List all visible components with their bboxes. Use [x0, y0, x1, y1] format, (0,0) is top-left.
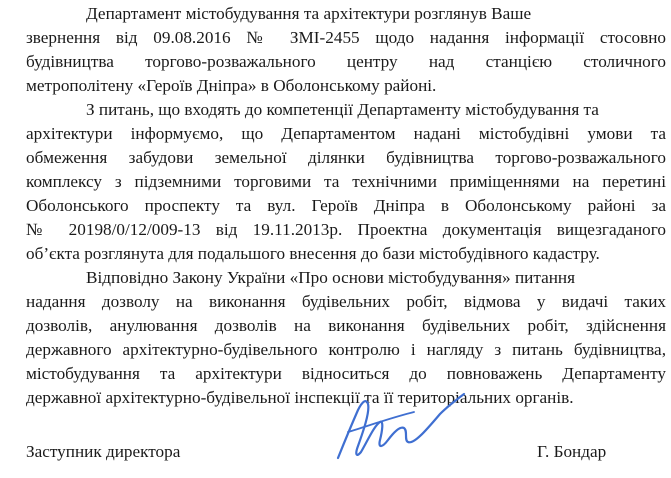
paragraph-2-line-7: об’єкта розглянута для подальшого внесення до бази містобудівного кадастру.	[26, 244, 600, 263]
paragraph-1-line-1: Департамент містобудування та архітектури розглянув Ваше	[86, 4, 532, 23]
handwritten-signature	[318, 388, 468, 468]
paragraph-2-line-4: комплексу з підземними торговими та технічними приміщеннями на перетині	[26, 172, 666, 191]
paragraph-3-line-2: надання дозволу на виконання будівельних робіт, відмова у видачі таких	[26, 292, 666, 311]
paragraph-3-line-4: державного архітектурно-будівельного контролю і нагляду з питань будівництва,	[26, 340, 666, 359]
paragraph-2-line-1: З питань, що входять до компетенції Департаменту містобудування та	[86, 100, 599, 119]
signatory-position: Заступник директора	[26, 442, 181, 461]
paragraph-1-line-2: звернення від 09.08.2016 № ЗМІ-2455 щодо надання інформації стосовно	[26, 28, 666, 47]
paragraph-3-line-1: Відповідно Закону України «Про основи містобудування» питання	[86, 268, 575, 287]
signatory-name: Г. Бондар	[537, 442, 607, 461]
paragraph-3-line-3: дозволів, анулювання дозволів на виконання будівельних робіт, здійснення	[26, 316, 666, 335]
paragraph-2-line-2: архітектури інформуємо, що Департаментом надані містобудівні умови та	[26, 124, 666, 143]
paragraph-2-line-6: № 20198/0/12/009-13 від 19.11.2013р. Проектна документація вищезгаданого	[26, 220, 666, 239]
paragraph-3-line-6: державної архітектурно-будівельної інспекції та її територіальних органів.	[26, 388, 574, 407]
paragraph-2-line-3: обмеження забудови земельної ділянки будівництва торгово-розважального	[26, 148, 666, 167]
paragraph-2-line-5: Оболонського проспекту та вул. Героїв Дніпра в Оболонському районі за	[26, 196, 666, 215]
paragraph-1-line-3: будівництва торгово-розважального центру над станцією столичного	[26, 52, 666, 71]
paragraph-1-line-4: метрополітену «Героїв Дніпра» в Оболонському районі.	[26, 76, 437, 95]
paragraph-3-line-5: містобудування та архітектури відноситься до повноважень Департаменту	[26, 364, 666, 383]
